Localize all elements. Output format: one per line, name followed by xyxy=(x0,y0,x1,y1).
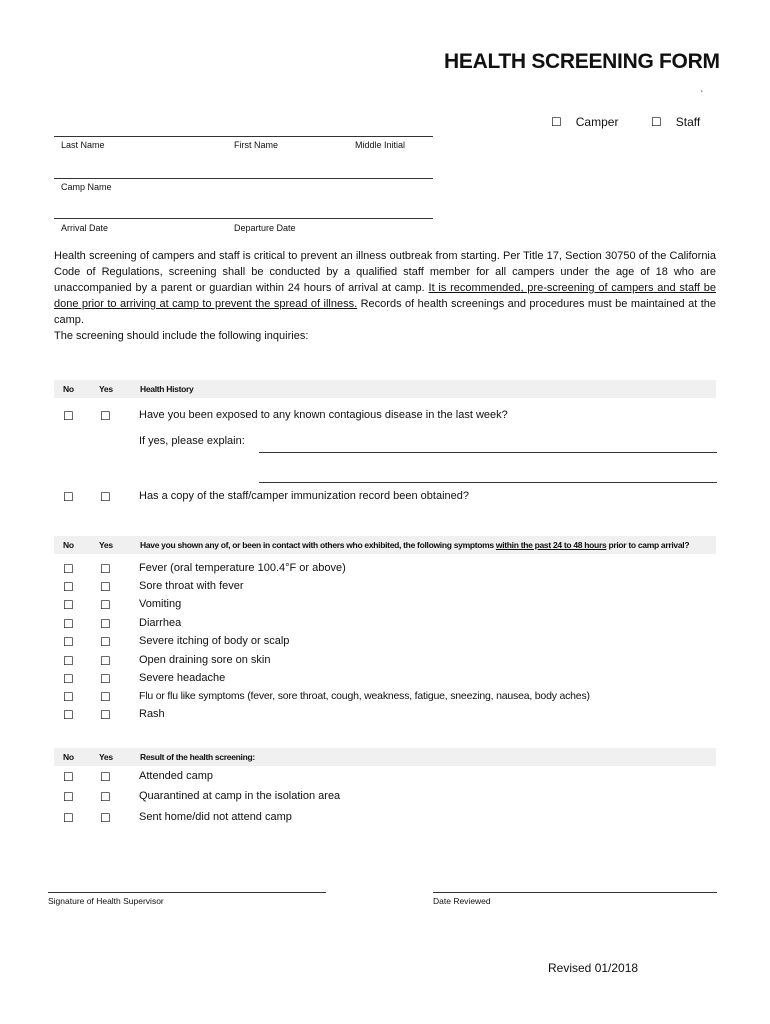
question-text: Has a copy of the staff/camper immunization record been obtained? xyxy=(139,490,469,502)
role-camper[interactable] xyxy=(551,115,618,129)
yes-checkbox-icon[interactable]: ☐ xyxy=(100,562,111,576)
stray-mark: ` xyxy=(700,90,704,101)
result-label: Sent home/did not attend camp xyxy=(139,811,292,823)
symptom-label: Fever (oral temperature 100.4°F or above) xyxy=(139,562,346,574)
signature-label: Signature of Health Supervisor xyxy=(48,896,164,906)
yes-checkbox-icon[interactable]: ☐ xyxy=(100,598,111,612)
result-label: Attended camp xyxy=(139,770,213,782)
intro-text-2: Records of health screenings and procedures must be maintained at the camp. xyxy=(54,298,716,326)
explain-label: If yes, please explain: xyxy=(139,435,245,447)
signature-line[interactable] xyxy=(48,892,326,893)
symptom-row xyxy=(60,671,720,689)
health-history-title: Health History xyxy=(140,384,194,394)
symptom-row xyxy=(60,616,720,634)
symptom-label: Severe itching of body or scalp xyxy=(139,635,290,647)
yes-checkbox-icon[interactable]: ☐ xyxy=(100,708,111,722)
middle-initial-label: Middle Initial xyxy=(355,140,406,150)
symptom-row xyxy=(60,561,720,579)
intro-underlined: It is recommended, pre-screening of campers and staff be done prior to arriving at camp to prevent the spread of illness. xyxy=(54,282,716,310)
no-checkbox-icon[interactable]: ☐ xyxy=(63,811,74,825)
result-row xyxy=(60,789,720,807)
question-text: Have you been exposed to any known contagious disease in the last week? xyxy=(139,409,508,421)
last-name-label: Last Name xyxy=(61,140,105,150)
symptom-row xyxy=(60,653,720,671)
yes-checkbox-icon[interactable]: ☐ xyxy=(100,409,111,423)
yes-checkbox-icon[interactable]: ☐ xyxy=(100,770,111,784)
symptoms-header xyxy=(54,536,716,554)
camp-name-label: Camp Name xyxy=(61,182,112,192)
camper-checkbox-icon[interactable]: ☐ xyxy=(551,115,562,129)
no-checkbox-icon[interactable]: ☐ xyxy=(63,654,74,668)
question-immunization xyxy=(60,489,720,507)
symptoms-title-pre: Have you shown any of, or been in contact with others who exhibited, the following symptoms xyxy=(140,540,496,550)
col-yes-1: Yes xyxy=(99,384,113,394)
yes-checkbox-icon[interactable]: ☐ xyxy=(100,617,111,631)
col-yes-3: Yes xyxy=(99,752,113,762)
form-title: HEALTH SCREENING FORM xyxy=(444,50,720,73)
symptom-label: Sore throat with fever xyxy=(139,580,244,592)
symptom-label: Open draining sore on skin xyxy=(139,654,271,666)
no-checkbox-icon[interactable]: ☐ xyxy=(63,635,74,649)
symptom-row xyxy=(60,597,720,615)
no-checkbox-icon[interactable]: ☐ xyxy=(63,617,74,631)
no-checkbox-icon[interactable]: ☐ xyxy=(63,580,74,594)
camp-name-line[interactable] xyxy=(54,178,433,179)
staff-checkbox-icon[interactable]: ☐ xyxy=(651,115,662,129)
symptom-label: Severe headache xyxy=(139,672,226,684)
col-no-2: No xyxy=(63,540,74,550)
yes-checkbox-icon[interactable]: ☐ xyxy=(100,654,111,668)
intro-text-1: Health screening of campers and staff is critical to prevent an illness outbreak from starting. Per Title 17, Section 30750 of the California Code of Regulations, screening shall be conducted by a qualified staff member for all campers under the age of 18 who are unaccompanied by a parent or guardian within 24 hours of arrival at camp. xyxy=(54,250,716,294)
symptom-row xyxy=(60,579,720,597)
yes-checkbox-icon[interactable]: ☐ xyxy=(100,811,111,825)
intro-paragraph xyxy=(54,248,716,344)
yes-checkbox-icon[interactable]: ☐ xyxy=(100,635,111,649)
camper-label: Camper xyxy=(575,115,619,129)
yes-checkbox-icon[interactable]: ☐ xyxy=(100,672,111,686)
symptom-label: Vomiting xyxy=(139,598,182,610)
no-checkbox-icon[interactable]: ☐ xyxy=(63,409,74,423)
no-checkbox-icon[interactable]: ☐ xyxy=(63,770,74,784)
date-reviewed-label: Date Reviewed xyxy=(433,896,491,906)
revision-date: Revised 01/2018 xyxy=(548,961,639,975)
no-checkbox-icon[interactable]: ☐ xyxy=(63,598,74,612)
no-checkbox-icon[interactable]: ☐ xyxy=(63,672,74,686)
no-checkbox-icon[interactable]: ☐ xyxy=(63,690,74,704)
yes-checkbox-icon[interactable]: ☐ xyxy=(100,790,111,804)
symptom-label: Diarrhea xyxy=(139,617,182,629)
intro-line-2: The screening should include the following inquiries: xyxy=(54,330,309,342)
question-contagious xyxy=(60,408,720,426)
first-name-label: First Name xyxy=(234,140,279,150)
symptoms-title-post: prior to camp arrival? xyxy=(606,540,690,550)
result-label: Quarantined at camp in the isolation area xyxy=(139,790,341,802)
departure-date-label: Departure Date xyxy=(234,223,296,233)
staff-label: Staff xyxy=(675,115,701,129)
col-no-3: No xyxy=(63,752,74,762)
symptoms-title-underlined: within the past 24 to 48 hours xyxy=(495,540,607,550)
symptom-row xyxy=(60,634,720,652)
no-checkbox-icon[interactable]: ☐ xyxy=(63,490,74,504)
symptom-label: Rash xyxy=(139,708,165,720)
col-yes-2: Yes xyxy=(99,540,113,550)
yes-checkbox-icon[interactable]: ☐ xyxy=(100,690,111,704)
symptoms-title xyxy=(140,540,689,550)
health-history-header xyxy=(54,380,716,398)
symptom-row xyxy=(60,689,720,707)
explain-line-1[interactable] xyxy=(259,452,717,453)
date-reviewed-line[interactable] xyxy=(433,892,717,893)
role-staff[interactable] xyxy=(651,115,700,129)
col-no-1: No xyxy=(63,384,74,394)
name-line[interactable] xyxy=(54,136,433,137)
result-title: Result of the health screening: xyxy=(140,752,255,762)
no-checkbox-icon[interactable]: ☐ xyxy=(63,562,74,576)
result-header xyxy=(54,748,716,766)
symptom-row xyxy=(60,707,720,725)
result-row xyxy=(60,810,720,828)
arrival-date-label: Arrival Date xyxy=(61,223,109,233)
symptom-label: Flu or flu like symptoms (fever, sore throat, cough, weakness, fatigue, sneezing, nausea, body aches) xyxy=(139,690,590,702)
no-checkbox-icon[interactable]: ☐ xyxy=(63,790,74,804)
explain-line-2[interactable] xyxy=(259,482,717,483)
yes-checkbox-icon[interactable]: ☐ xyxy=(100,580,111,594)
no-checkbox-icon[interactable]: ☐ xyxy=(63,708,74,722)
yes-checkbox-icon[interactable]: ☐ xyxy=(100,490,111,504)
result-row xyxy=(60,769,720,787)
dates-line[interactable] xyxy=(54,218,433,219)
